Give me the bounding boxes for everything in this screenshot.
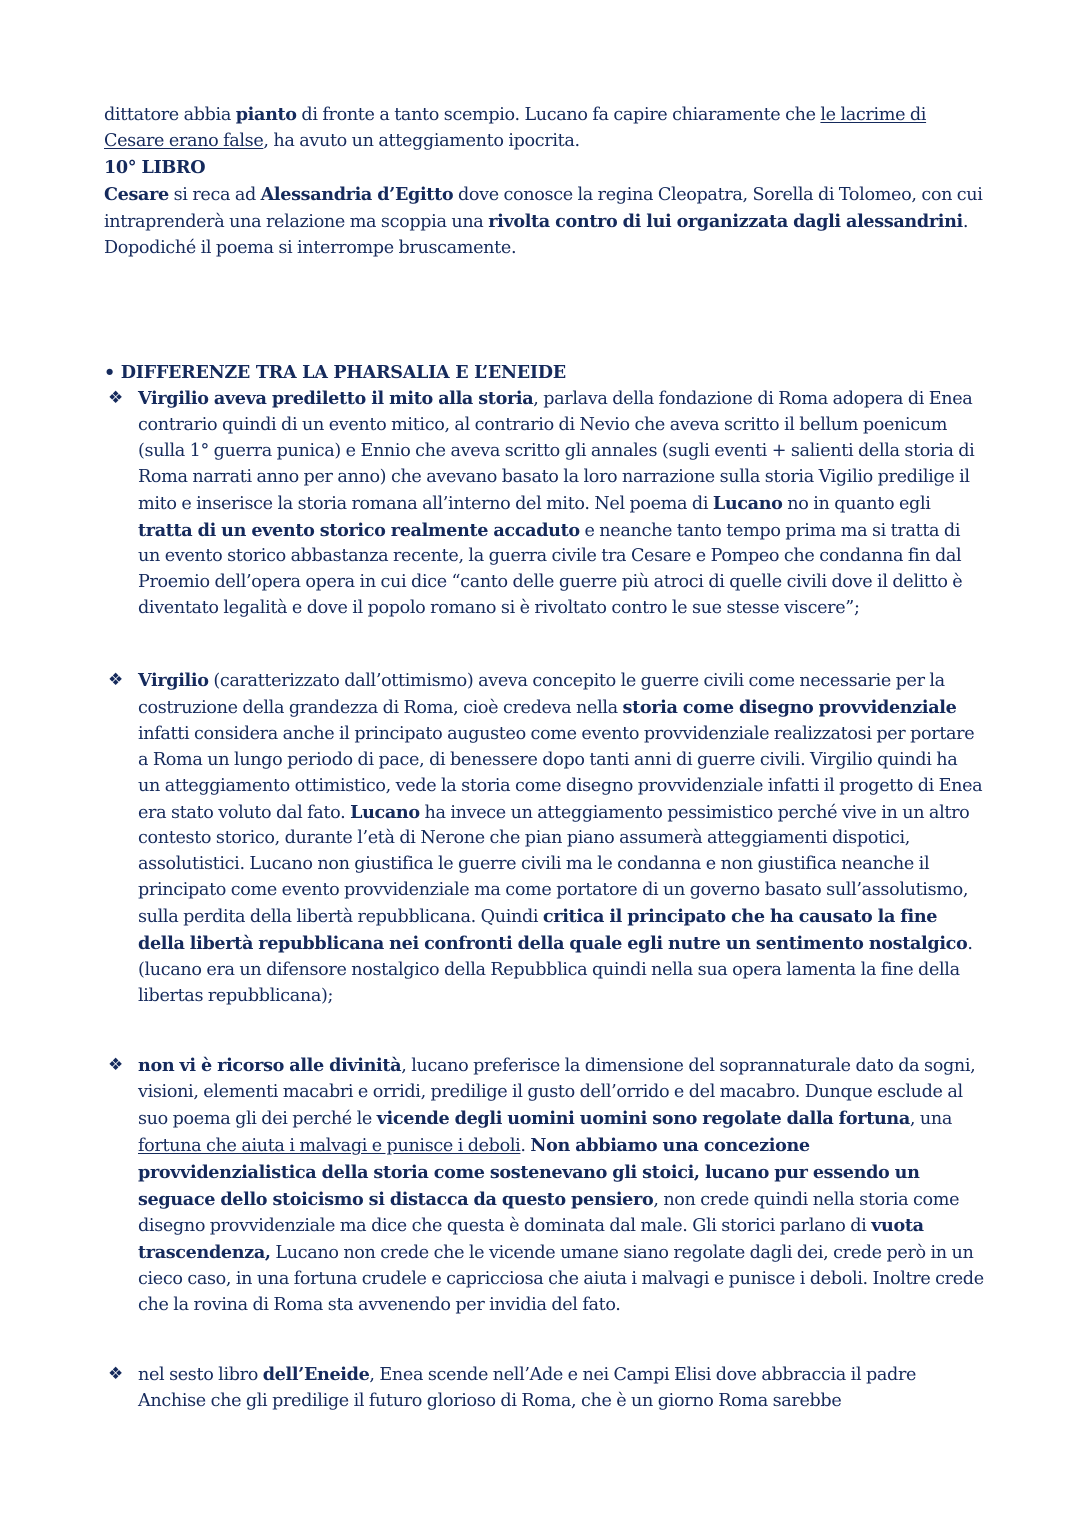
book10-paragraph xyxy=(104,182,984,236)
bold-span: dell’Eneide xyxy=(262,1364,370,1385)
bold-span: Alessandria d’Egitto xyxy=(260,183,454,205)
text-span: Lucano non crede che le vicende umane siano regolate dagli dei, crede però in un cieco caso, in una fortuna crudele e capricciosa che aiuta i malvagi e punisce i deboli. Inoltre crede che la rovina di Roma sta avvenendo per invidia del fato. xyxy=(138,1243,984,1316)
bold-span: critica il principato che ha causato la fine della libertà repubblicana nei confronti della quale egli nutre un sentimento nostalgico xyxy=(138,906,968,955)
text-span: , ha avuto un atteggiamento ipocrita. xyxy=(263,130,580,151)
intro-paragraph xyxy=(104,102,984,155)
text-span: dove conosce la regina Cleopatra, Sorella di Tolomeo, con cui intraprenderà una relazione ma scoppia una xyxy=(104,184,983,232)
bullet-text xyxy=(138,386,984,622)
text-span: . xyxy=(520,1135,531,1156)
text-span: , parlava della fondazione di Roma adopera di Enea contrario quindi di un evento mitico, al contrario di Nevio che aveva scritto il bellum poenicum (sulla 1° guerra punica) e Ennio che aveva scritto gli annales (sugli eventi + salienti della storia di Roma narrati anno per anno) che avevano basato la loro narrazione sulla storia Vigilio predilige il mito e inserisce la storia romana all’interno del mito. Nel poema di xyxy=(138,389,975,514)
text-span: si reca ad xyxy=(168,184,261,205)
diamond-bullet-icon: ❖ xyxy=(108,670,123,690)
bullet-item-3 xyxy=(104,1053,984,1319)
text-span: . (lucano era un difensore nostalgico della Repubblica quindi nella sua opera lamenta la fine della libertas repubblicana); xyxy=(138,934,973,1006)
bullet-item-2 xyxy=(104,668,984,1010)
diamond-bullet-icon: ❖ xyxy=(108,1055,123,1075)
bold-span: rivolta contro di lui organizzata dagli alessandrini xyxy=(488,210,963,232)
intro-block xyxy=(104,102,984,261)
text-span: di fronte a tanto scempio. Lucano fa capire chiaramente che xyxy=(296,105,821,125)
text-span: (caratterizzato dall’ottimismo) aveva concepito le guerre civili come necessarie per la costruzione della grandezza di Roma, cioè credeva nella xyxy=(138,671,945,718)
bold-span: non vi è ricorso alle divinità xyxy=(138,1055,402,1076)
text-span: , lucano preferisce la dimensione del soprannaturale dato da sogni, visioni, elementi macabri e orridi, predilige il gusto dell’orrido e del macabro. Dunque esclude al suo poema gli dei perché le xyxy=(138,1056,976,1129)
text-span: ha invece un atteggiamento pessimistico perché vive in un altro contesto storico, durante l’età di Nerone che pian piano assumerà atteggiamenti dispotici, assolutistici. Lucano non giustifica le guerre civili ma le condanna e non giustifica neanche il principato come evento provvidenziale ma come portatore di un governo basato sull’assolutismo, sulla perdita della libertà repubblicana. Quindi xyxy=(138,802,970,928)
bold-span: Non abbiamo una concezione provvidenzialistica della storia come sostenevano gli stoici, lucano pur essendo un seguace dello stoicismo si distacca da questo pensiero xyxy=(138,1134,920,1210)
bold-span: tratta di un evento storico realmente accaduto xyxy=(138,519,580,541)
bullet-item-4 xyxy=(104,1362,984,1415)
bullet-text xyxy=(138,1053,984,1319)
underlined-span: fortuna che aiuta i malvagi e punisce i deboli xyxy=(138,1135,521,1156)
bold-span: Lucano xyxy=(350,801,420,823)
bold-span: Lucano xyxy=(712,492,783,514)
bold-span: vuota trascendenza, xyxy=(138,1215,924,1264)
text-span: , non crede quindi nella storia come disegno provvidenziale ma dice che questa è dominata dal male. Gli storici parlano di xyxy=(138,1189,960,1237)
text-span: e neanche tanto tempo prima ma si tratta di un evento storico abbastanza recente, la guerra civile tra Cesare e Pompeo che condanna fin dal Proemio dell’opera opera in cui dice “canto delle guerre più atroci di quelle civili dove il delitto è diventato legalità e dove il popolo romano si è rivoltato contro le sue stesse viscere”; xyxy=(138,520,963,619)
underlined-span: le lacrime di Cesare erano false xyxy=(104,105,927,151)
text-span: no in quanto egli xyxy=(782,493,931,514)
text-span: . xyxy=(962,211,969,232)
bullet-text xyxy=(138,1362,984,1415)
section-heading: • DIFFERENZE TRA LA PHARSALIA E L’ENEIDE xyxy=(104,362,566,383)
text-span: infatti considera anche il principato augusteo come evento provvidenziale realizzatosi per portare a Roma un lungo periodo di pace, di benessere dopo tanti anni di guerre civili. Virgilio quindi ha un atteggiamento ottimistico, vede la storia come disegno provvidenziale infatti il progetto di Enea era stato voluto dal fato. xyxy=(138,723,983,823)
bold-span: Cesare xyxy=(104,183,169,205)
text-span: , Enea scende nell’Ade e nei Campi Elisi dove abbraccia il padre Anchise che gli predilige il futuro glorioso di Roma, che è un giorno Roma sarebbe xyxy=(138,1365,917,1411)
text-span: , una xyxy=(909,1108,952,1129)
bold-span: Virgilio xyxy=(138,670,209,691)
bold-span: pianto xyxy=(235,104,297,125)
end-line: Dopodiché il poema si interrompe bruscamente. xyxy=(104,237,517,258)
bold-span: Virgilio aveva prediletto il mito alla storia xyxy=(138,388,534,409)
diamond-bullet-icon: ❖ xyxy=(108,388,123,408)
bold-span: vicende degli uomini uomini sono regolate dalla fortuna xyxy=(376,1107,910,1129)
book-title-text: 10° LIBRO xyxy=(104,156,206,178)
bullet-text xyxy=(138,668,984,1010)
diamond-bullet-icon: ❖ xyxy=(108,1364,123,1384)
text-span: dittatore abbia xyxy=(104,105,236,125)
text-span: nel sesto libro xyxy=(138,1365,263,1385)
book-title xyxy=(104,155,984,182)
bold-span: storia come disegno provvidenziale xyxy=(622,696,957,718)
bullet-item-1 xyxy=(104,386,984,622)
